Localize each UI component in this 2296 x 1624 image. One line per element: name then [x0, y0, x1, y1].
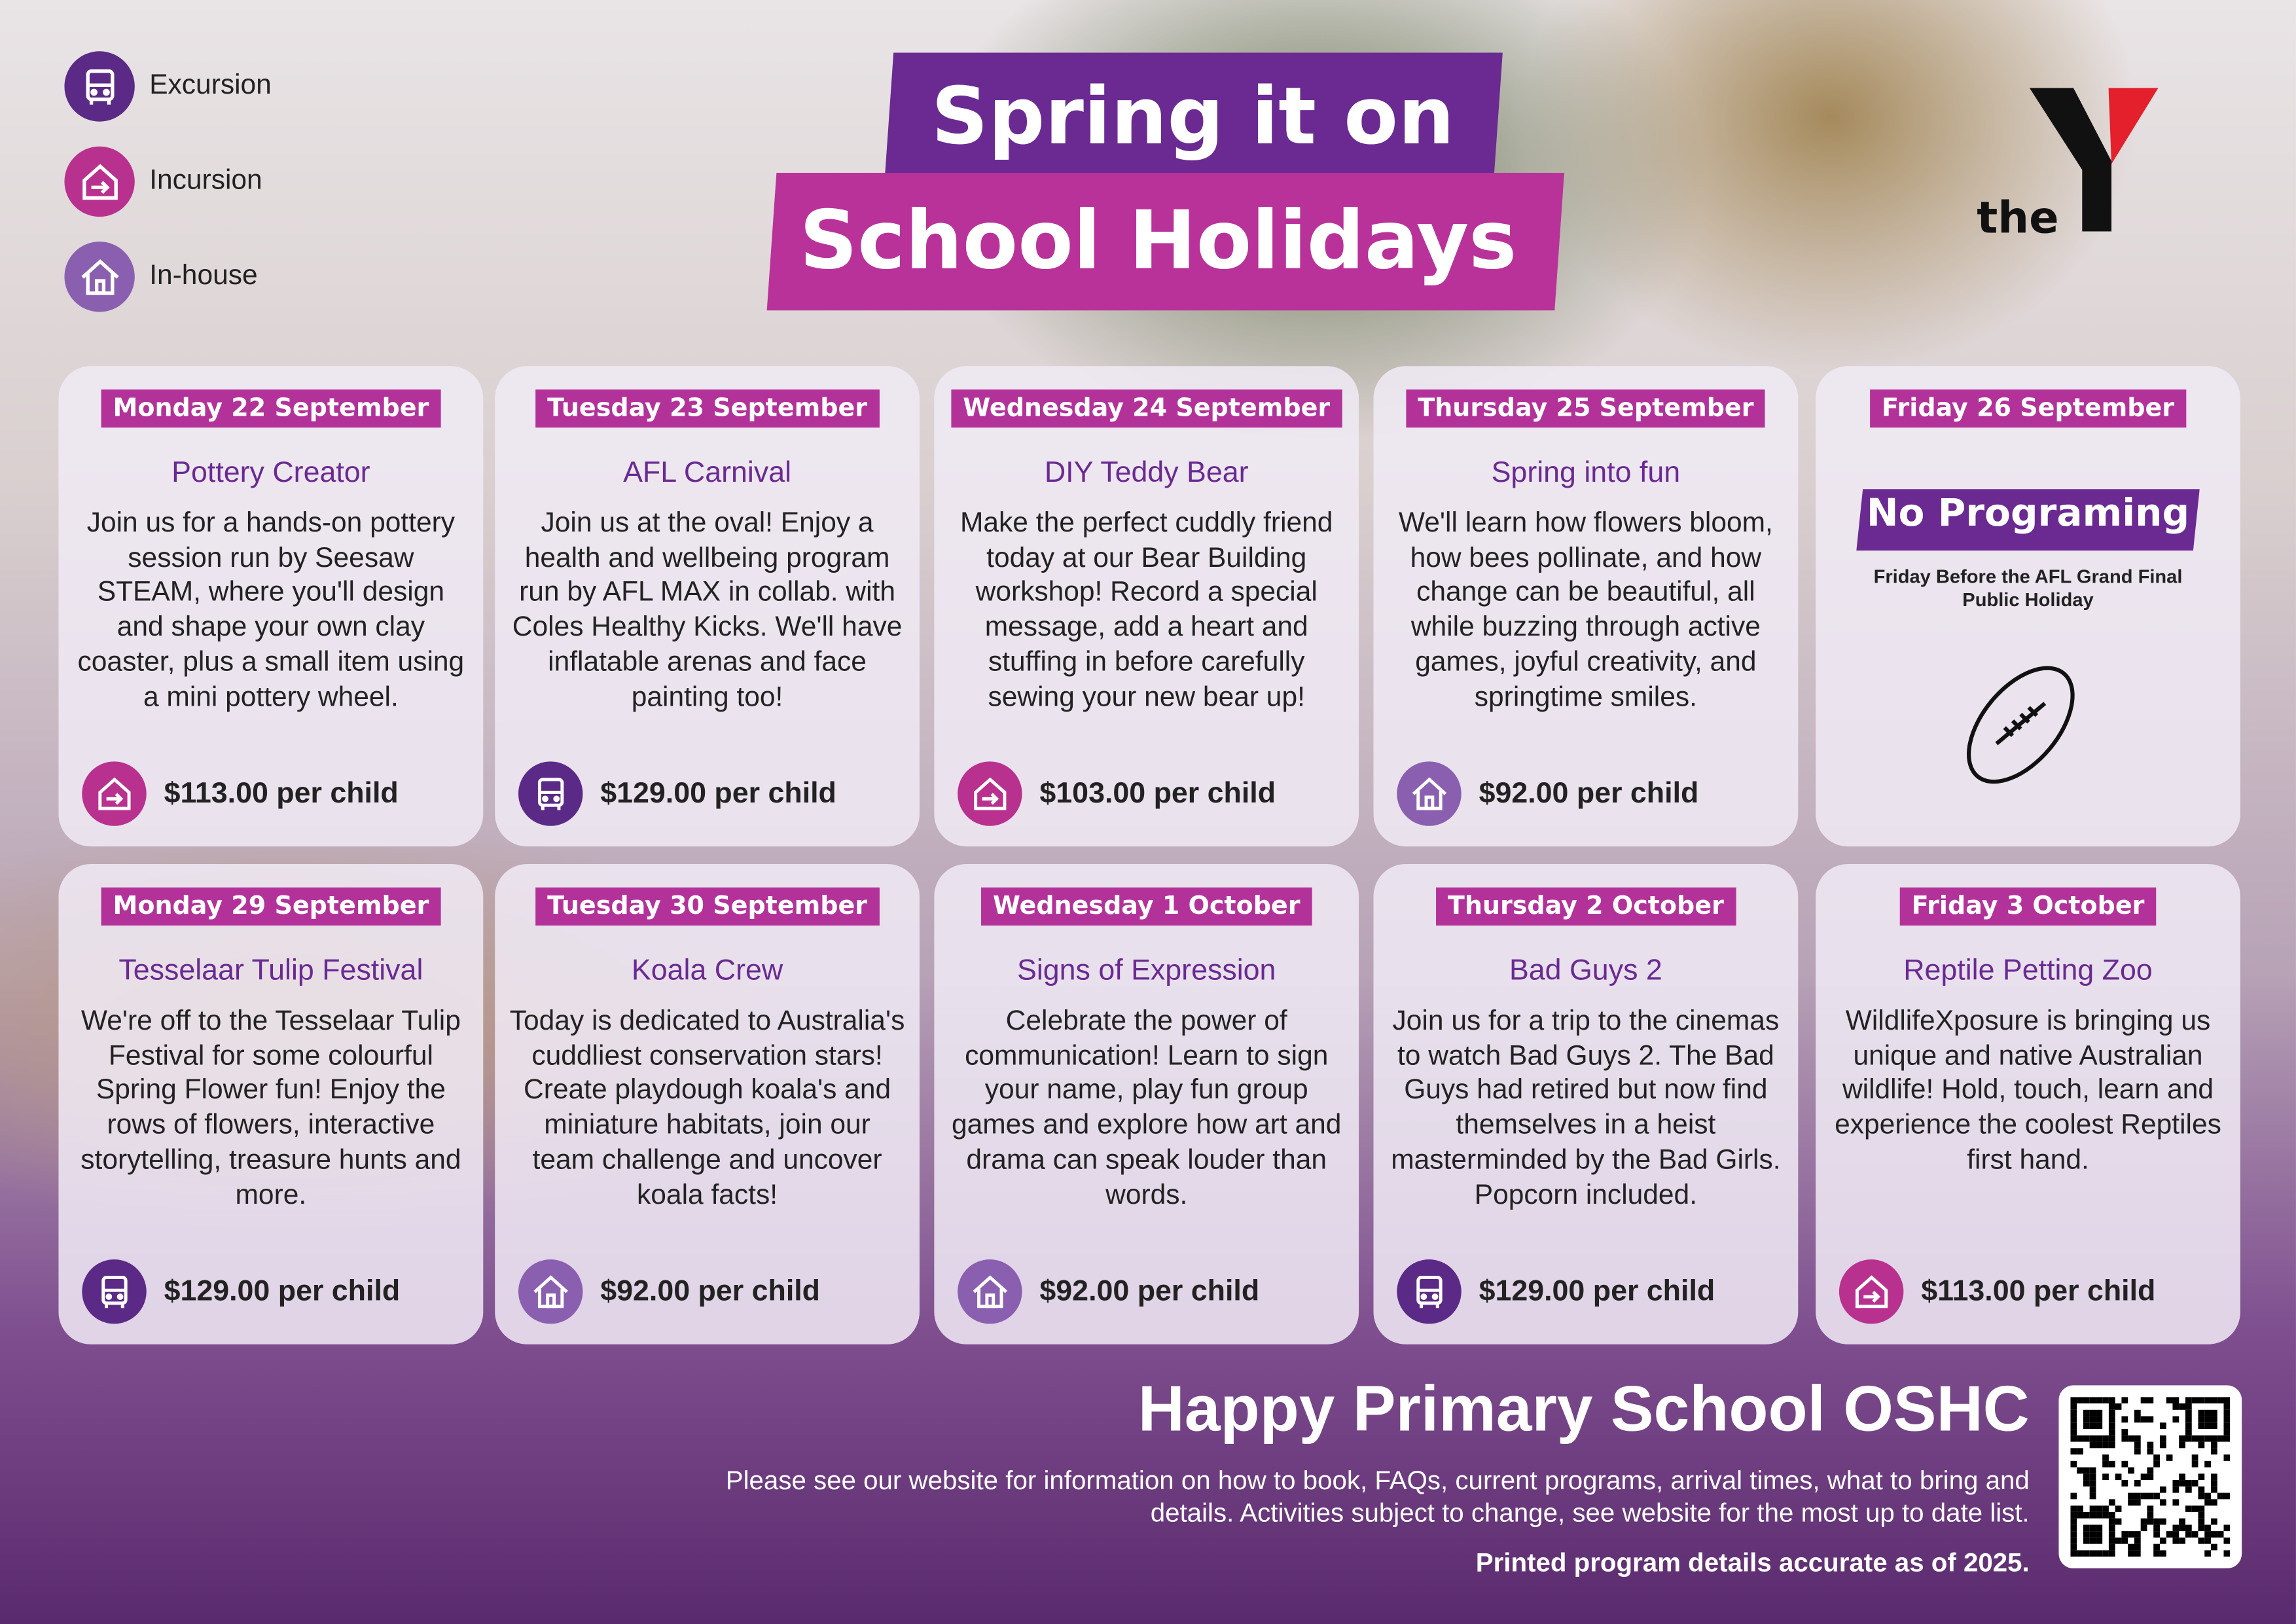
- bus-icon: [82, 1259, 146, 1324]
- qr-code[interactable]: [2059, 1385, 2242, 1568]
- card-date: Friday 26 September: [1870, 389, 2186, 427]
- price-row: [1397, 1259, 1715, 1324]
- day-card[interactable]: [934, 864, 1359, 1344]
- activity-description: Join us for a hands-on pottery session run by Seesaw STEAM, where you'll design and shape your own clay coaster, plus a small item using a mini pottery wheel.: [77, 508, 465, 713]
- price: $129.00 per child: [164, 1274, 401, 1307]
- legend-label: Incursion: [149, 165, 262, 196]
- no-program-label: No Programing: [1866, 492, 2190, 536]
- day-card[interactable]: [1373, 864, 1798, 1344]
- day-card[interactable]: [58, 366, 483, 846]
- card-date: Tuesday 23 September: [535, 389, 879, 427]
- arrow-into-house-icon: [64, 147, 134, 217]
- activity-title: Pottery Creator: [171, 457, 370, 490]
- card-date: Tuesday 30 September: [535, 888, 879, 926]
- ymca-logo: [1977, 88, 2167, 249]
- activity-description: Celebrate the power of communication! Learn to sign your name, play fun group games and explore how art and drama can speak louder than words.: [951, 1005, 1342, 1211]
- price: $113.00 per child: [164, 776, 399, 810]
- activity-description: We're off to the Tesselaar Tulip Festival for some colourful Spring Flower fun! Enjoy the rows of flowers, interactive storytelling, treasure hunts and more.: [81, 1005, 461, 1211]
- legend-item-excursion: [64, 50, 271, 123]
- price: $129.00 per child: [600, 776, 836, 810]
- price-row: [518, 761, 836, 825]
- activity-title: Signs of Expression: [1016, 954, 1276, 987]
- legend-label: In-house: [149, 261, 258, 292]
- price: $92.00 per child: [600, 1274, 821, 1307]
- price: $129.00 per child: [1479, 1274, 1715, 1307]
- card-date: Monday 22 September: [101, 389, 441, 427]
- activity-title: AFL Carnival: [623, 457, 792, 490]
- day-card[interactable]: [58, 864, 483, 1344]
- holiday-note: Friday Before the AFL Grand Final Public Holiday: [1873, 565, 2183, 611]
- price-row: [958, 761, 1276, 825]
- house-icon: [958, 1259, 1022, 1324]
- activity-description: Join us for a trip to the cinemas to watch Bad Guys 2. The Bad Guys had retired but now find themselves in a heist masterminded by the Bad Girls. Popcorn included.: [1391, 1005, 1781, 1211]
- activity-title: Spring into fun: [1491, 457, 1681, 490]
- price-row: [1839, 1259, 2155, 1324]
- price-row: [958, 1259, 1259, 1324]
- price-row: [518, 1259, 820, 1324]
- footer-info: Please see our website for information on how to book, FAQs, current programs, arrival times, what to bring and details. Activities subject to change, see website for the most up to date list.: [725, 1466, 2030, 1528]
- activity-title: Koala Crew: [631, 954, 783, 987]
- title-line-2: School Holidays: [799, 193, 1517, 287]
- activity-description: We'll learn how flowers bloom, how bees pollinate, and how change can be beautiful, all while buzzing through active games, joyful creativity, and springtime smiles.: [1398, 508, 1773, 713]
- card-date: Wednesday 24 September: [951, 389, 1342, 427]
- price-row: [1397, 761, 1698, 825]
- footer-note: Printed program details accurate as of 2025.: [1475, 1547, 2030, 1578]
- legend-label: Excursion: [149, 70, 272, 101]
- activity-title: Reptile Petting Zoo: [1903, 954, 2153, 987]
- activity-description: Make the perfect cuddly friend today at our Bear Building workshop! Record a special message, add a heart and stuffing in before carefully sewing your new bear up!: [960, 508, 1333, 713]
- day-card[interactable]: [495, 864, 920, 1344]
- price: $92.00 per child: [1479, 776, 1699, 810]
- activity-title: Tesselaar Tulip Festival: [118, 954, 423, 987]
- school-name: Happy Primary School OSHC: [1138, 1373, 2030, 1446]
- activity-description: Join us at the oval! Enjoy a health and wellbeing program run by AFL MAX in collab. with Coles Healthy Kicks. We'll have inflatable arenas and face painting too!: [512, 508, 903, 713]
- football-icon: [1933, 644, 2108, 805]
- price-row: [82, 761, 398, 825]
- day-card[interactable]: [1816, 366, 2240, 846]
- bus-icon: [518, 761, 583, 825]
- day-card[interactable]: [1816, 864, 2240, 1344]
- card-date: Wednesday 1 October: [981, 888, 1312, 926]
- legend-item-incursion: [64, 145, 271, 218]
- bus-icon: [1397, 1259, 1461, 1324]
- card-date: Monday 29 September: [101, 888, 441, 926]
- logo-text: the: [1977, 193, 2059, 245]
- price-row: [82, 1259, 400, 1324]
- price: $92.00 per child: [1039, 1274, 1260, 1307]
- day-card[interactable]: [1373, 366, 1798, 846]
- activity-title: Bad Guys 2: [1509, 954, 1662, 987]
- house-icon: [518, 1259, 583, 1324]
- card-date: Thursday 25 September: [1406, 389, 1765, 427]
- activity-title: DIY Teddy Bear: [1044, 457, 1249, 490]
- card-date: Friday 3 October: [1900, 888, 2157, 926]
- arrow-into-house-icon: [958, 761, 1022, 825]
- price: $103.00 per child: [1039, 776, 1276, 810]
- activity-description: Today is dedicated to Australia's cuddliest conservation stars! Create playdough koala's and miniature habitats, join our team challenge and uncover koala facts!: [509, 1005, 905, 1211]
- title-line-1: Spring it on: [931, 70, 1455, 163]
- house-icon: [1397, 761, 1461, 825]
- arrow-into-house-icon: [1839, 1259, 1903, 1324]
- activity-description: WildlifeXposure is bringing us unique and native Australian wildlife! Hold, touch, learn and experience the coolest Reptiles first hand.: [1835, 1005, 2221, 1176]
- bus-icon: [64, 51, 134, 121]
- legend: [64, 50, 271, 335]
- house-icon: [64, 242, 134, 312]
- day-card[interactable]: [495, 366, 920, 846]
- legend-item-inhouse: [64, 240, 271, 314]
- price: $113.00 per child: [1921, 1274, 2156, 1307]
- card-date: Thursday 2 October: [1436, 888, 1736, 926]
- day-card[interactable]: [934, 366, 1359, 846]
- arrow-into-house-icon: [82, 761, 146, 825]
